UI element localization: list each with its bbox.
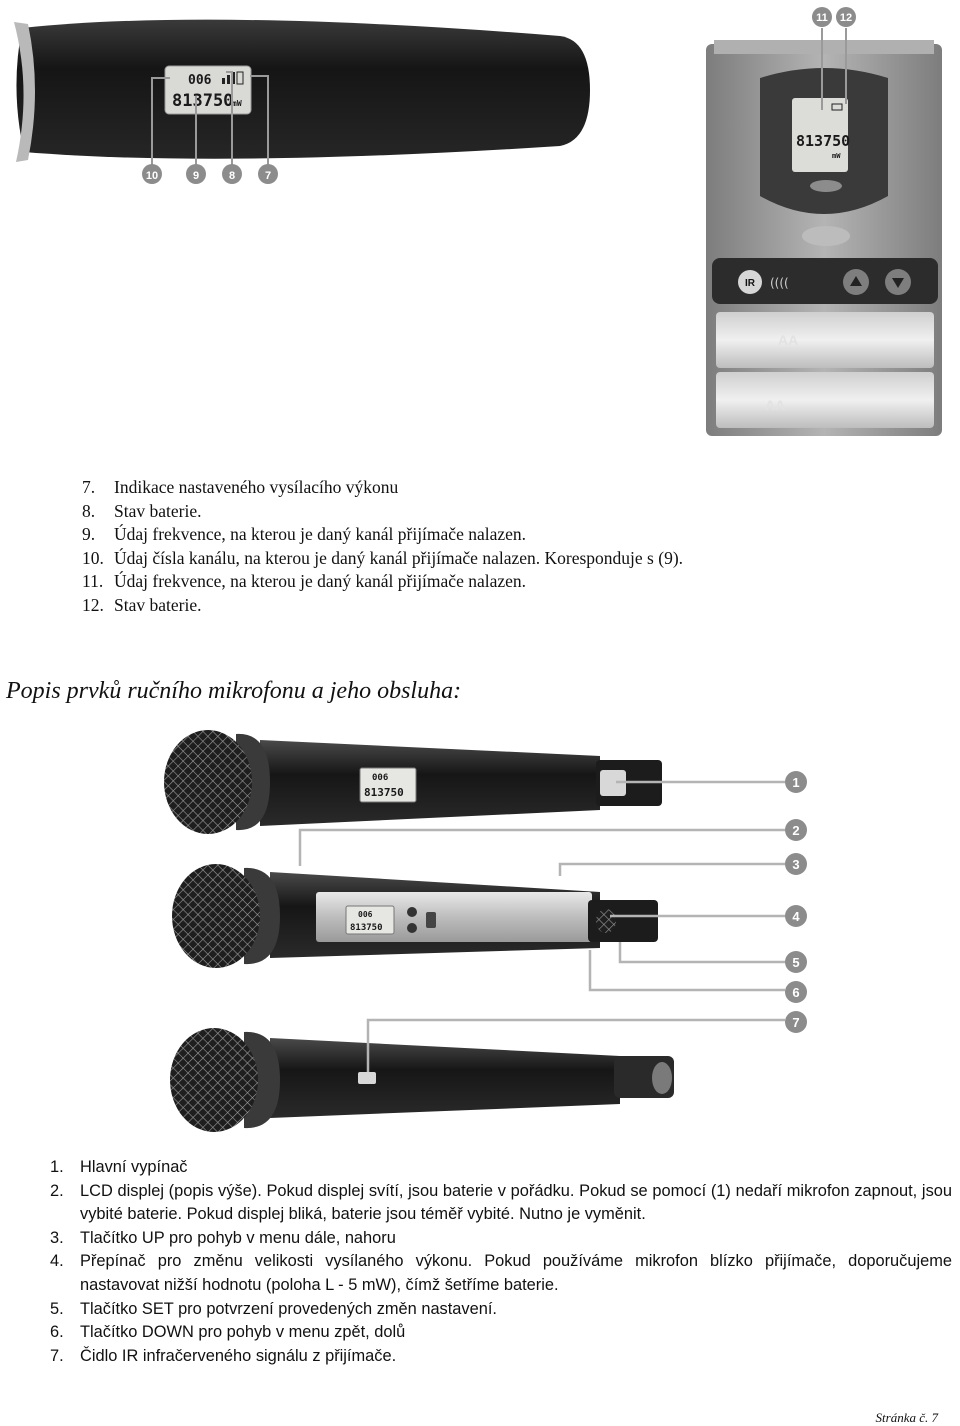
handheld-callouts [142, 164, 278, 184]
section-heading: Popis prvků ručního mikrofonu a jeho obsluha: [6, 678, 462, 704]
svg-text:3: 3 [792, 857, 800, 872]
up-button [407, 907, 417, 917]
svg-text:2: 2 [792, 823, 800, 838]
handheld-lcd-channel: 006 [188, 73, 212, 88]
mic-view-middle [172, 864, 658, 968]
bodypack-lcd-power-unit: mW [832, 152, 841, 160]
svg-text:7: 7 [792, 1015, 800, 1030]
bodypack-callouts [812, 7, 856, 27]
ir-signal-icon: (((( [770, 276, 789, 290]
bodypack-transmitter [706, 28, 942, 436]
svg-text:6: 6 [792, 985, 800, 1000]
list-item: 5. Tlačítko SET pro potvrzení provedených změn nastavení. [50, 1299, 497, 1318]
svg-text:9: 9 [192, 170, 200, 182]
list-item: 8. Stav baterie. [82, 500, 202, 521]
bodypack-lcd-frequency: 813750 [796, 132, 851, 150]
list-item: 11. Údaj frekvence, na kterou je daný kanál přijímače nalazen. [82, 571, 527, 592]
svg-text:AA: AA [765, 397, 786, 413]
list-item: 2. LCD displej (popis výše). Pokud displej svítí, jsou baterie v pořádku. Pokud se pomocí (1) nedaří mikrofon zapnout, jsou vybité baterie. Pokud displej bliká, baterie jsou téměř vybité. Nutno je vyměnit. [50, 1181, 952, 1224]
svg-text:4: 4 [792, 909, 800, 924]
svg-text:10: 10 [145, 170, 159, 182]
list-item: 7. Indikace nastaveného vysílacího výkonu [82, 477, 399, 497]
list-item: 10. Údaj čísla kanálu, na kterou je daný kanál přijímače nalazen. Koresponduje s (9). [82, 547, 684, 568]
ir-sensor [596, 909, 616, 933]
battery-cell-bottom [716, 372, 934, 428]
svg-text:1: 1 [792, 775, 800, 790]
indicator-list [82, 476, 782, 618]
list-item: 3. Tlačítko UP pro pohyb v menu dále, nahoru [50, 1228, 396, 1247]
svg-text:AA: AA [778, 332, 799, 348]
power-level-switch [426, 912, 436, 928]
mic-view-top [164, 730, 662, 834]
ir-label: IR [745, 278, 755, 289]
svg-text:813750: 813750 [364, 786, 404, 799]
list-item: 4. Přepínač pro změnu velikosti vysílaného výkonu. Pokud používáme mikrofon blízko přijímače, doporučujeme nastavovat nižší hodnotu (poloha L - 5 mW), čímž šetříme baterie. [50, 1252, 952, 1294]
handheld-lcd-frequency: 813750 [172, 91, 234, 111]
svg-text:006: 006 [372, 773, 389, 783]
set-button [407, 923, 417, 933]
list-item: 12. Stav baterie. [82, 594, 202, 615]
controls-list [50, 1156, 952, 1368]
svg-text:5: 5 [792, 955, 800, 970]
svg-text:12: 12 [839, 12, 853, 24]
transmitter-figure [0, 0, 960, 450]
handheld-mic-figure [0, 726, 960, 1136]
svg-text:11: 11 [816, 12, 828, 24]
ir-window [358, 1072, 376, 1084]
handheld-mic-close-up [14, 20, 590, 168]
mic-callouts [785, 771, 807, 1033]
page-number: Stránka č. 7 [875, 1410, 938, 1425]
mic-view-bottom [170, 1028, 674, 1132]
handheld-lcd-power-unit: mW [232, 99, 242, 108]
svg-text:813750: 813750 [350, 923, 383, 933]
list-item: 9. Údaj frekvence, na kterou je daný kanál přijímače nalazen. [82, 524, 527, 545]
list-item: 1. Hlavní vypínač [50, 1158, 188, 1176]
svg-text:006: 006 [358, 910, 373, 919]
list-item: 6. Tlačítko DOWN pro pohyb v menu zpět, dolů [50, 1323, 406, 1342]
svg-text:8: 8 [228, 170, 236, 182]
svg-text:7: 7 [264, 170, 272, 182]
list-item: 7. Čidlo IR infračerveného signálu z přijímače. [50, 1346, 397, 1365]
battery-cell-top [716, 312, 934, 368]
